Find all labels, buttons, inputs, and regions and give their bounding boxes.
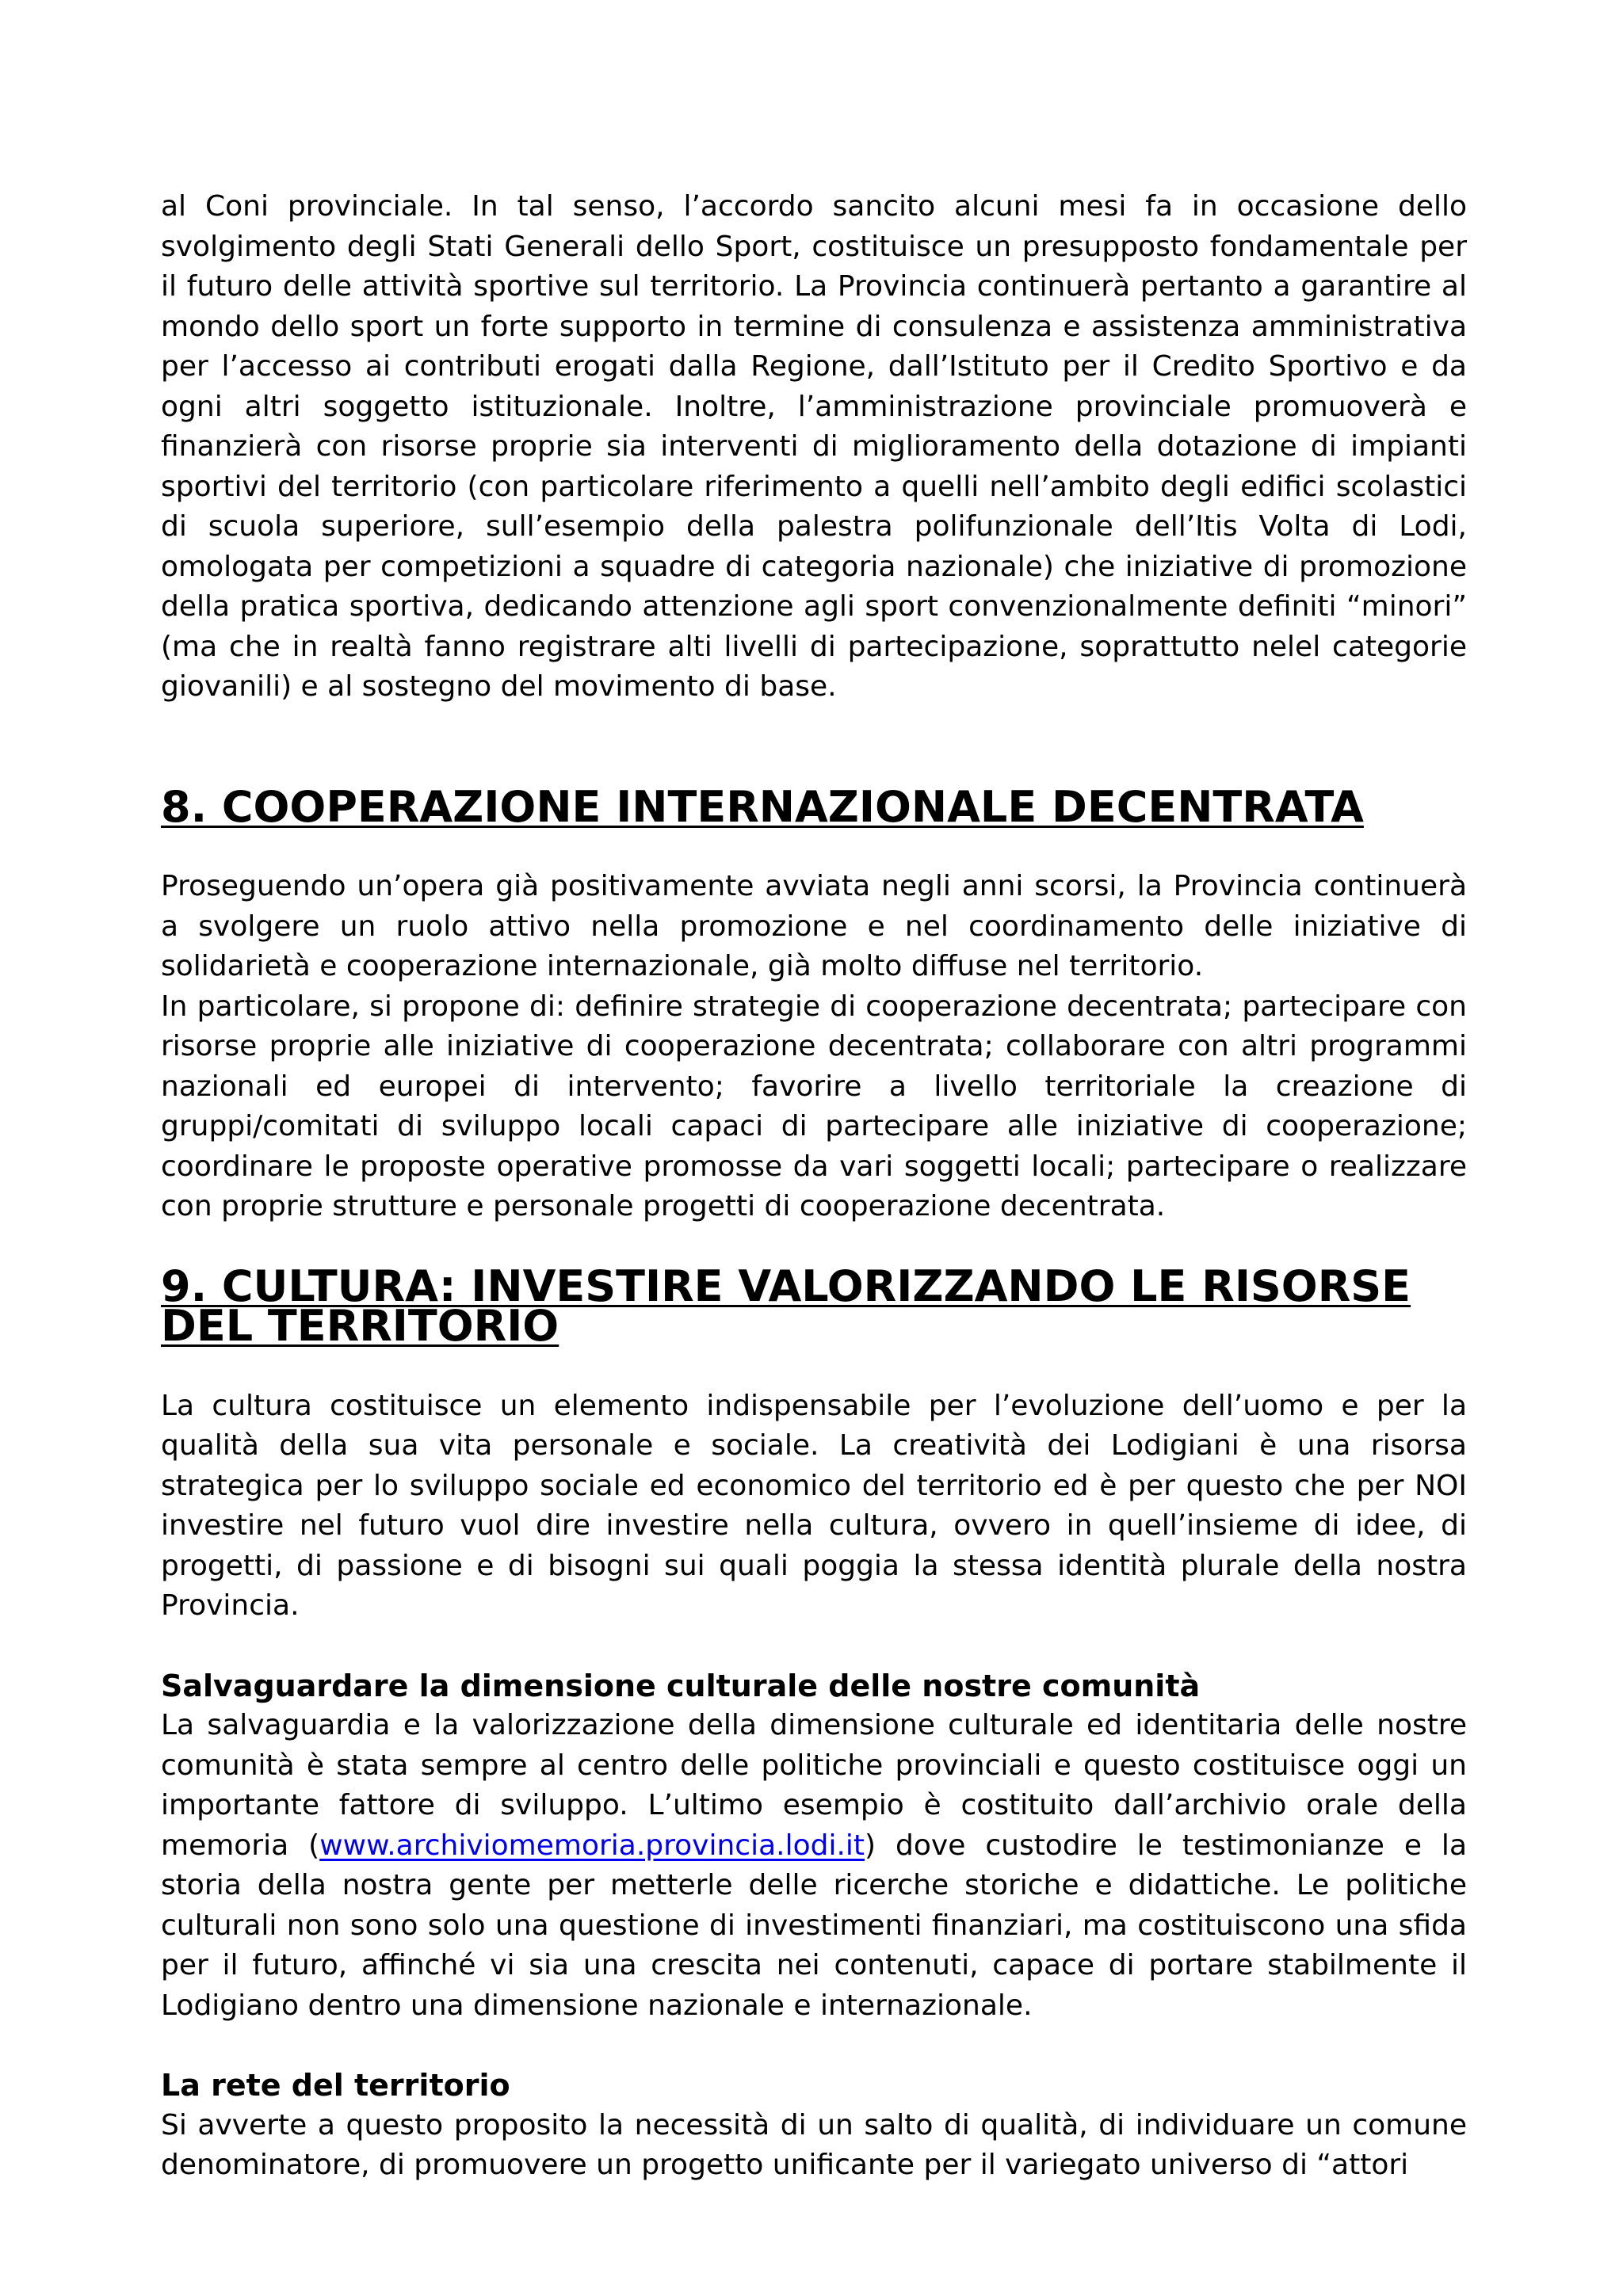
spacer — [161, 827, 1467, 867]
section-9-paragraph-1: La cultura costituisce un elemento indispensabile per l’evoluzione dell’uomo e per la qualità della sua vita personale e sociale. La creatività dei Lodigiani è una risorsa strategica per lo sviluppo sociale ed economico del territorio ed è per questo che per NOI investire nel futuro vuol dire investire nella cultura, ovvero in quell’insieme di idee, di progetti, di passione e di bisogni sui quali poggia la stessa identità plurale della nostra Provincia. — [161, 1389, 1467, 1622]
document-page — [161, 187, 1467, 2186]
heritage-text-after: ) dove custodire le testimonianze e la storia della nostra gente per metterle delle ricerche storiche e didattiche. Le politiche culturali non sono solo una questione di investimenti finanziari, ma costituiscono una sfida per il futuro, affinché vi sia una crescita nei contenuti, capace di portare stabilmente il Lodigiano dentro una dimensione nazionale e internazionale. — [161, 1829, 1467, 2022]
section-8-paragraph-2: In particolare, si propone di: definire strategie di cooperazione decentrata; partecipare con risorse proprie alle iniziative di cooperazione decentrata; collaborare con altri programmi nazionali ed europei di intervento; favorire a livello territoriale la creazione di gruppi/comitati di sviluppo locali capaci di partecipare alle iniziative di cooperazione; coordinare le proposte operative promosse da vari soggetti locali; partecipare o realizzare con proprie strutture e personale progetti di cooperazione decentrata. — [161, 990, 1467, 1222]
intro-paragraph: al Coni provinciale. In tal senso, l’accordo sancito alcuni mesi fa in occasione dello svolgimento degli Stati Generali dello Sport, costituisce un presupposto fondamentale per il futuro delle attività sportive sul territorio. La Provincia continuerà pertanto a garantire al mondo dello sport un forte supporto in termine di consulenza e assistenza amministrativa per l’accesso ai contributi erogati dalla Regione, dall’Istituto per il Credito Sportivo e da ogni altri soggetto istituzionale. Inoltre, l’amministrazione provinciale promuoverà e finanzierà con risorse proprie sia interventi di miglioramento della dotazione di impianti sportivi del territorio (con particolare riferimento a quelli nell’ambito degli edifici scolastici di scuola superiore, sull’esempio della palestra polifunzionale dell’Itis Volta di Lodi, omologata per competizioni a squadre di categoria nazionale) che iniziative di promozione della pratica sportiva, dedicando attenzione agli sport convenzionalmente definiti “minori” (ma che in realtà fanno registrare alti livelli di partecipazione, soprattutto nelel categorie giovanili) e al sostegno del movimento di base. — [161, 190, 1467, 703]
spacer — [161, 1347, 1467, 1386]
section-9-heading: 9. CULTURA: INVESTIRE VALORIZZANDO LE RISORSE DEL TERRITORIO — [161, 1261, 1411, 1351]
spacer — [161, 1627, 1467, 1666]
subsection-heritage-paragraph — [161, 1706, 1467, 2026]
archive-link[interactable]: www.archiviomemoria.provincia.lodi.it — [319, 1829, 865, 1862]
spacer — [161, 707, 1467, 788]
section-8-heading: 8. COOPERAZIONE INTERNAZIONALE DECENTRATA — [161, 781, 1364, 832]
spacer — [161, 2026, 1467, 2065]
subsection-network-paragraph: Si avverte a questo proposito la necessità di un salto di qualità, di individuare un comune denominatore, di promuovere un progetto unificante per il variegato universo di “attori — [161, 2108, 1467, 2181]
subsection-network-heading: La rete del territorio — [161, 2068, 510, 2103]
subsection-heritage-heading: Salvaguardare la dimensione culturale delle nostre comunità — [161, 1668, 1201, 1703]
section-8-paragraph-1: Proseguendo un’opera già positivamente avviata negli anni scorsi, la Provincia continuerà a svolgere un ruolo attivo nella promozione e nel coordinamento delle iniziative di solidarietà e cooperazione internazionale, già molto diffuse nel territorio. — [161, 870, 1467, 982]
spacer — [161, 1227, 1467, 1267]
heritage-text-before: La salvaguardia e la valorizzazione della dimensione culturale ed identitaria delle nostre comunità è stata sempre al centro delle politiche provinciali e questo costituisce oggi un importante fattore di sviluppo. L’ultimo esempio è costituito dall’archivio orale della memoria ( — [161, 1709, 1467, 1862]
